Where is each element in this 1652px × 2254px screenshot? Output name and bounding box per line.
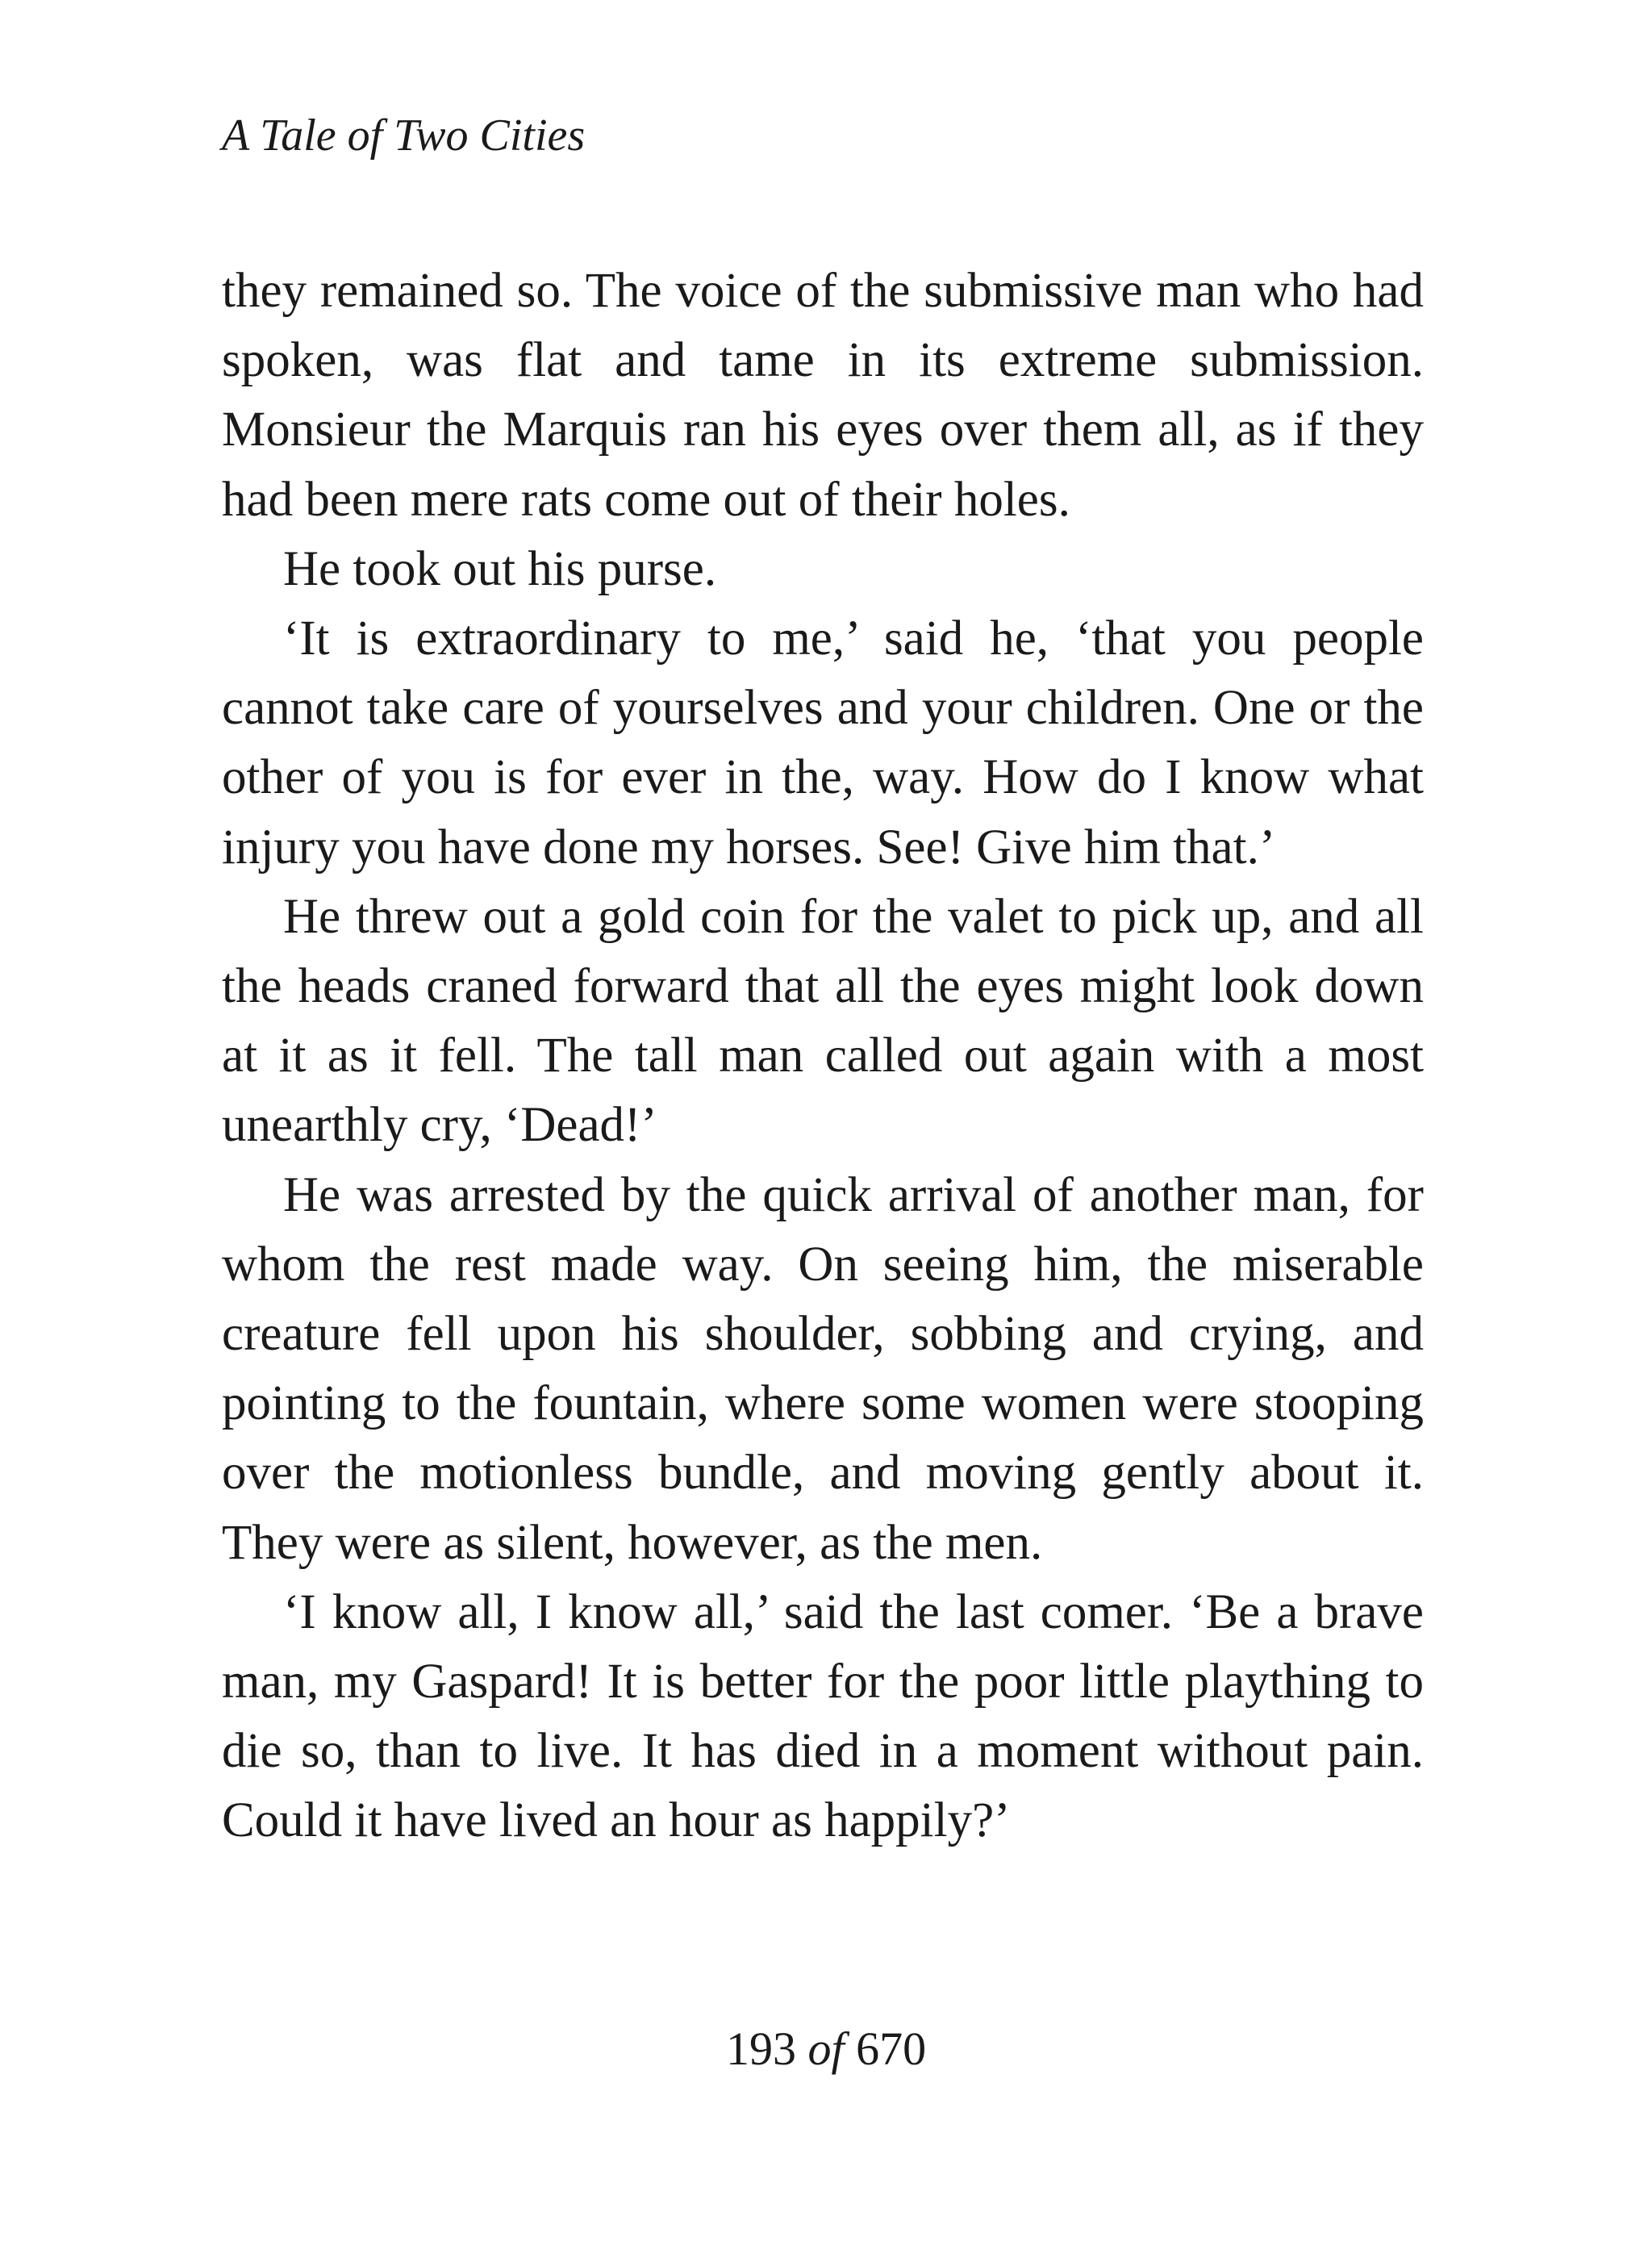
paragraph: they remained so. The voice of the submissive man who had spoken, was flat and tame in its extreme submission. Monsieur the Marquis ran his eyes over them all, as if they had been mere rats come out of their holes. [222, 264, 1424, 527]
total-page-count: 670 [856, 2022, 927, 2075]
page-number-separator: of [807, 2022, 845, 2075]
paragraph: He was arrested by the quick arrival of another man, for whom the rest made way. On seeing him, the miserable creature fell upon his shoulder, sobbing and crying, and pointing to the fountain, where some women were stooping over the motionless bundle, and moving gently about it. They were as silent, however, as the men. [222, 1167, 1424, 1570]
paragraph: ‘I know all, I know all,’ said the last comer. ‘Be a brave man, my Gaspard! It is better for the poor little plaything to die so, than to live. It has died in a moment without pain. Could it have lived an hour as happily?’ [222, 1584, 1424, 1848]
page-body [222, 257, 1424, 1856]
page-number [0, 2017, 1652, 2081]
paragraph: ‘It is extraordinary to me,’ said he, ‘that you people cannot take care of yourselves and your children. One or the other of you is for ever in the, way. How do I know what injury you have done my horses. See! Give him that.’ [222, 612, 1424, 874]
paragraph: He threw out a gold coin for the valet to pick up, and all the heads craned forward that all the eyes might look down at it as it fell. The tall man called out again with a most unearthly cry, ‘Dead!’ [222, 889, 1424, 1153]
paragraph: He took out his purse. [283, 541, 717, 596]
running-header-title: A Tale of Two Cities [222, 111, 586, 161]
current-page-number: 193 [725, 2022, 796, 2075]
